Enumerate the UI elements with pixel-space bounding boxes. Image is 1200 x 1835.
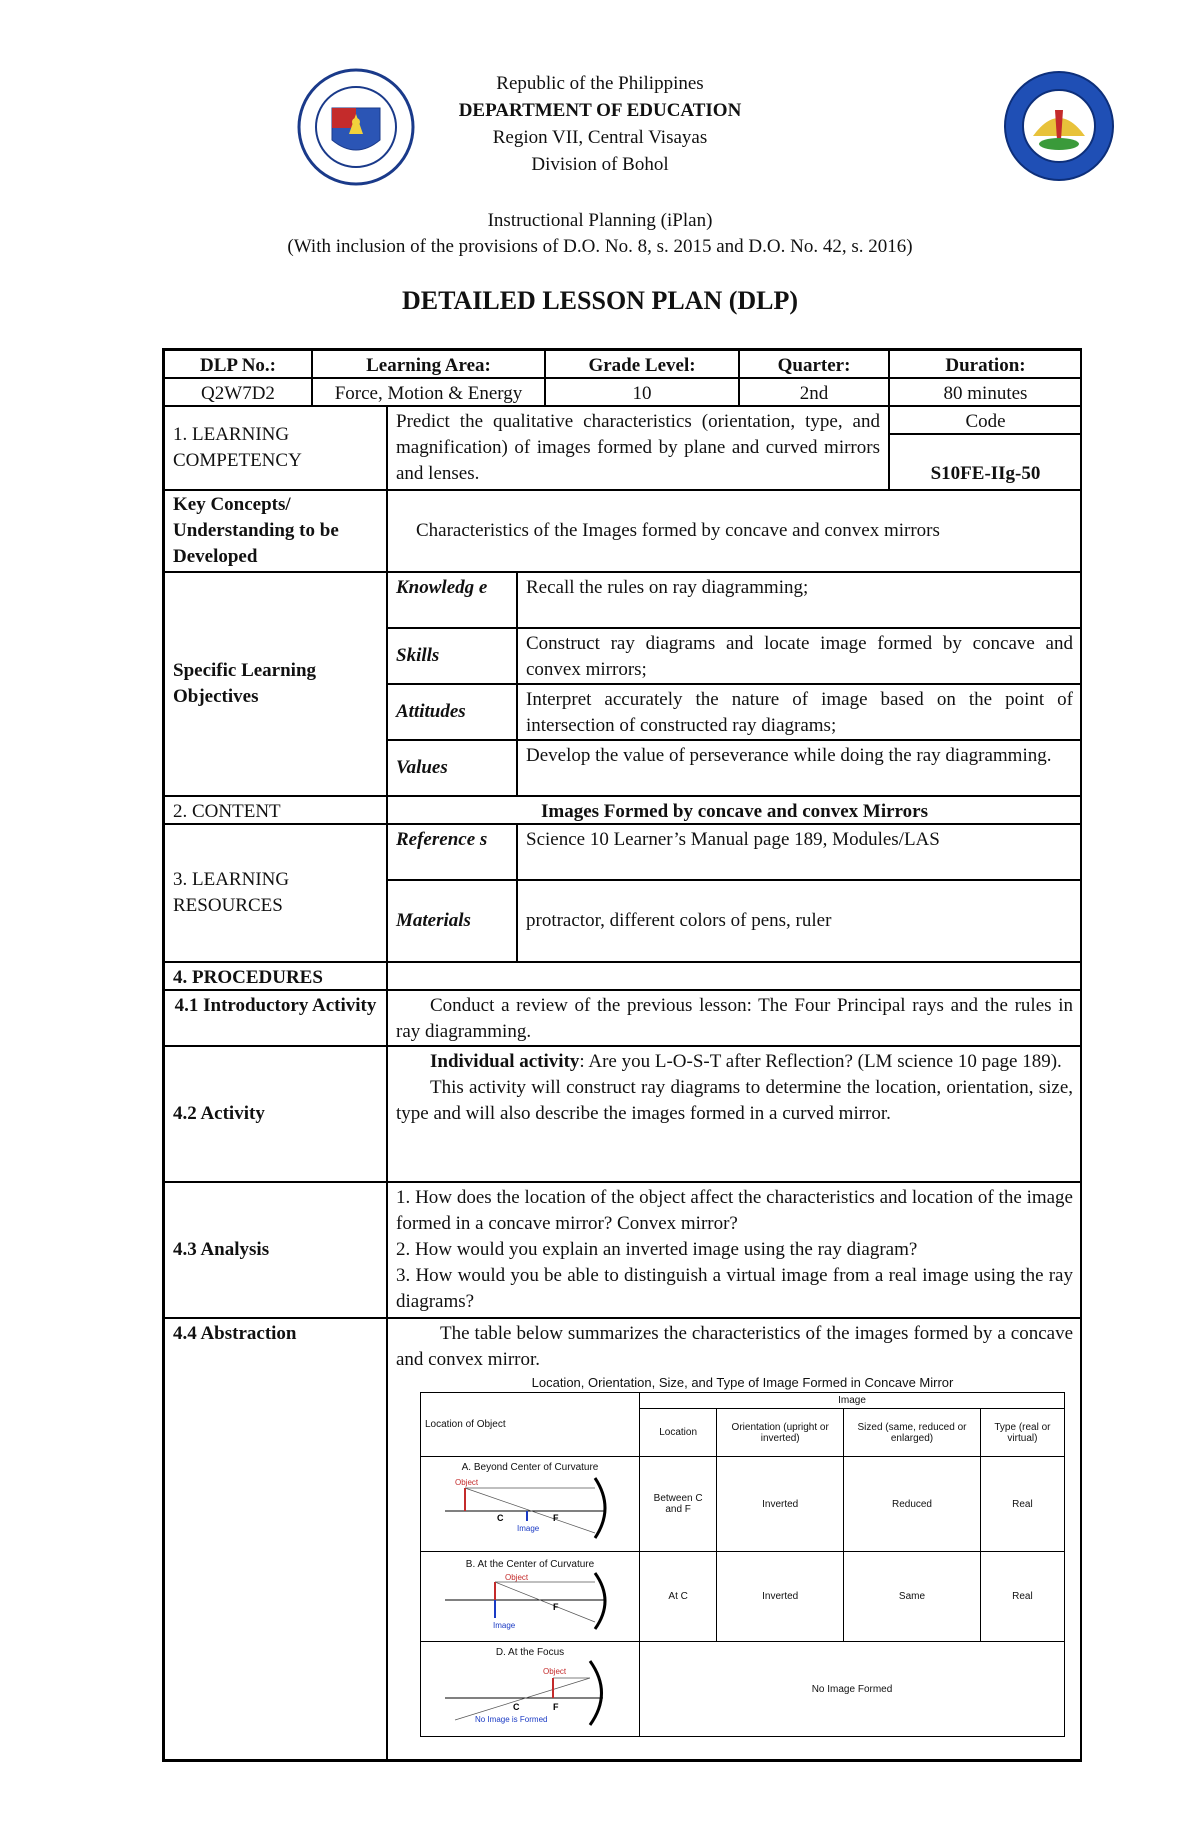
case-b-location: At C: [640, 1552, 717, 1642]
key-concepts-label: [164, 490, 387, 572]
republic-text: Republic of the Philippines: [496, 73, 704, 94]
info-value-duration: 80 minutes: [889, 378, 1082, 406]
info-header-area: Learning Area:: [312, 350, 545, 378]
materials-label: [387, 880, 517, 962]
case-b-label: B. At the Center of Curvature: [465, 1558, 595, 1570]
activity-text: [387, 1046, 1082, 1182]
case-b-size: Same: [844, 1552, 981, 1642]
case-a-type: Real: [980, 1457, 1064, 1552]
analysis-question-3: 3. How would you be able to distinguish a virtual image from a real image using the ray diagrams?: [396, 1265, 1073, 1312]
ray-diagram-d: [435, 1658, 625, 1728]
case-b-cell: [421, 1552, 640, 1642]
analysis-questions: [387, 1182, 1082, 1318]
code-label: Code: [889, 406, 1082, 434]
case-d-merged: No Image Formed: [640, 1642, 1065, 1737]
f-label: F: [553, 1601, 559, 1612]
activity-label: [164, 1046, 387, 1182]
objectives-label: [164, 572, 387, 796]
objective-text-knowledge: Recall the rules on ray diagramming;: [517, 572, 1082, 628]
info-header-quarter: Quarter:: [739, 350, 889, 378]
info-header-duration: Duration:: [889, 350, 1082, 378]
objective-domain-skills: [387, 628, 517, 684]
competency-label-text: 1. LEARNING COMPETENCY: [173, 424, 302, 471]
references-text: Science 10 Learner’s Manual page 189, Modules/LAS: [517, 824, 1082, 880]
inclusion-text: (With inclusion of the provisions of D.O. No. 8, s. 2015 and D.O. No. 42, s. 2016): [287, 236, 913, 257]
activity-text-1: : Are you L-O-S-T after Reflection? (LM science 10 page 189).: [579, 1051, 1062, 1072]
competency-code: S10FE-IIg-50: [889, 434, 1082, 490]
table-row: [421, 1457, 1065, 1552]
table-row: [421, 1642, 1065, 1737]
intro-activity-text: Conduct a review of the previous lesson: The Four Principal rays and the rules in ray diagramming.: [387, 990, 1082, 1046]
case-a-size: Reduced: [844, 1457, 981, 1552]
materials-text: [517, 880, 1082, 962]
no-image-label: No Image is Formed: [475, 1715, 548, 1724]
materials-text-value: protractor, different colors of pens, ruler: [526, 910, 832, 931]
objective-domain-attitudes: [387, 684, 517, 740]
key-concepts-text: [387, 490, 1082, 572]
case-d-label: D. At the Focus: [495, 1647, 565, 1658]
activity-bold-text: Individual activity: [430, 1051, 580, 1072]
activity-paragraph-1: [396, 1049, 1073, 1075]
competency-label: [164, 406, 387, 490]
analysis-label-text: 4.3 Analysis: [173, 1239, 270, 1260]
resources-label: [164, 824, 387, 962]
values-label: Values: [396, 757, 448, 778]
col-type-header: Type (real or virtual): [980, 1409, 1064, 1457]
col-location-header: Location: [640, 1409, 717, 1457]
case-a-label: A. Beyond Center of Curvature: [461, 1462, 599, 1473]
col-object-header: Location of Object: [421, 1393, 640, 1457]
case-a-location: Between C and F: [640, 1457, 717, 1552]
image-label: Image: [493, 1620, 516, 1630]
f-label: F: [553, 1513, 559, 1523]
key-concepts-text-value: Characteristics of the Images formed by concave and convex mirrors: [416, 520, 940, 541]
iplan-text: Instructional Planning (iPlan): [487, 210, 713, 231]
case-b-type: Real: [980, 1552, 1064, 1642]
case-d-cell: [421, 1642, 640, 1737]
procedures-label: 4. PROCEDURES: [164, 962, 387, 990]
case-a-orientation: Inverted: [717, 1457, 844, 1552]
ray-diagram-b: [435, 1570, 625, 1632]
ray-diagram-a: [435, 1473, 625, 1543]
summary-table-figure: [420, 1375, 1065, 1755]
intro-activity-label: 4.1 Introductory Activity: [164, 990, 387, 1046]
division-text: Division of Bohol: [531, 154, 669, 175]
image-label: Image: [517, 1524, 540, 1533]
info-header-grade: Grade Level:: [545, 350, 739, 378]
activity-paragraph-2: This activity will construct ray diagrams to determine the location, orientation, size, type and will also describe the images formed in a curved mirror.: [396, 1077, 1073, 1124]
procedures-empty-cell: [387, 962, 1082, 990]
c-label: C: [497, 1513, 504, 1523]
page-title: DETAILED LESSON PLAN (DLP): [401, 286, 799, 315]
info-value-area: Force, Motion & Energy: [312, 378, 545, 406]
materials-label-text: Materials: [396, 910, 471, 931]
table-row: [421, 1552, 1065, 1642]
case-a-cell: [421, 1457, 640, 1552]
objective-domain-knowledge: Knowledg e: [387, 572, 517, 628]
analysis-question-1: 1. How does the location of the object affect the characteristics and location of the image formed in a concave mirror? Convex mirror?: [396, 1187, 1073, 1234]
object-label: Object: [543, 1667, 567, 1676]
analysis-question-2: 2. How would you explain an inverted image using the ray diagram?: [396, 1239, 918, 1260]
content-text: Images Formed by concave and convex Mirrors: [387, 796, 1082, 824]
references-label: Reference s: [387, 824, 517, 880]
iplan-block: [0, 208, 1200, 260]
case-b-orientation: Inverted: [717, 1552, 844, 1642]
resources-label-text: 3. LEARNING RESOURCES: [173, 869, 290, 916]
abstraction-label: 4.4 Abstraction: [164, 1318, 387, 1760]
object-label: Object: [455, 1478, 479, 1487]
col-orientation-header: Orientation (upright or inverted): [717, 1409, 844, 1457]
attitudes-label: Attitudes: [396, 701, 466, 722]
summary-table-title: Location, Orientation, Size, and Type of Image Formed in Concave Mirror: [531, 1375, 954, 1390]
objective-domain-values: [387, 740, 517, 796]
content-label: 2. CONTENT: [164, 796, 387, 824]
skills-label: Skills: [396, 645, 440, 666]
activity-label-text: 4.2 Activity: [173, 1103, 265, 1124]
objectives-label-text: Specific Learning Objectives: [173, 660, 317, 707]
summary-table: [420, 1392, 1065, 1737]
f-label: F: [553, 1702, 559, 1712]
image-header: Image: [640, 1393, 1065, 1409]
objective-text-skills: Construct ray diagrams and locate image formed by concave and convex mirrors;: [517, 628, 1082, 684]
info-header-dlp: DLP No.:: [164, 350, 312, 378]
objective-text-values: Develop the value of perseverance while doing the ray diagramming.: [517, 740, 1082, 796]
objective-text-attitudes: Interpret accurately the nature of image based on the point of intersection of constructed ray diagrams;: [517, 684, 1082, 740]
col-size-header: Sized (same, reduced or enlarged): [844, 1409, 981, 1457]
competency-text: Predict the qualitative characteristics (orientation, type, and magnification) of images formed by plane and curved mirrors and lenses.: [387, 406, 889, 490]
info-value-dlp: Q2W7D2: [164, 378, 312, 406]
department-text: DEPARTMENT OF EDUCATION: [458, 100, 742, 121]
analysis-label: [164, 1182, 387, 1318]
abstraction-text: The table below summarizes the characteristics of the images formed by a concave and convex mirror.: [387, 1318, 1082, 1760]
c-label: C: [513, 1702, 520, 1712]
object-label: Object: [505, 1572, 529, 1582]
info-value-grade: 10: [545, 378, 739, 406]
region-text: Region VII, Central Visayas: [492, 127, 708, 148]
header-block: [0, 70, 1200, 178]
key-concepts-label-text: Key Concepts/ Understanding to be Developed: [173, 494, 339, 567]
info-value-quarter: 2nd: [739, 378, 889, 406]
